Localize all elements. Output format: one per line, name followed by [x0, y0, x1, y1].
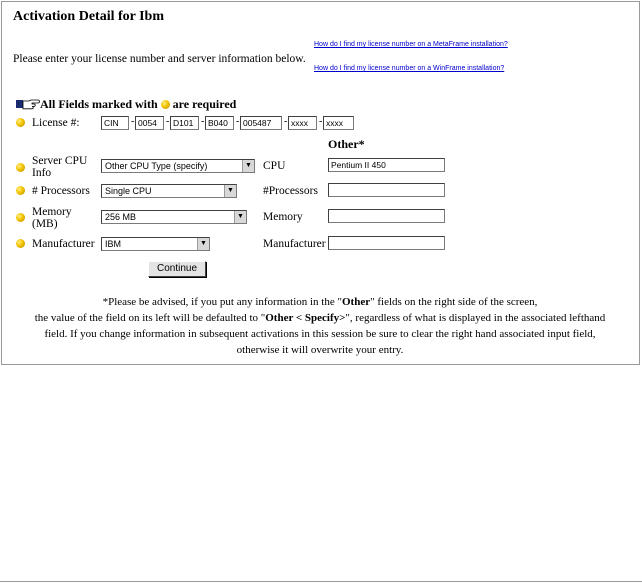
license-segment-3[interactable]: D101 — [170, 116, 199, 130]
required-dot-icon — [161, 100, 170, 109]
pointing-hand-icon — [16, 98, 40, 110]
chevron-down-icon[interactable]: ▼ — [197, 238, 209, 250]
chevron-down-icon[interactable]: ▼ — [224, 185, 236, 197]
required-suffix: are required — [172, 96, 237, 111]
note-line-4: otherwise it will overwrite your entry. — [236, 344, 404, 356]
processors-select-value: Single CPU — [105, 186, 152, 196]
winframe-help-link[interactable]: How do I find my license number on a WinFrame installation? — [314, 65, 505, 72]
note-text: *Please be advised, if you put any information in the " — [102, 296, 342, 308]
continue-button[interactable]: Continue — [148, 261, 206, 277]
advisory-note — [6, 294, 634, 358]
license-segment-1[interactable]: CIN — [101, 116, 129, 130]
cpu-select-value: Other CPU Type (specify) — [105, 161, 208, 171]
note-emphasis: Other — [342, 296, 371, 308]
memory-label — [32, 206, 72, 230]
memory-other-input[interactable] — [328, 209, 445, 223]
note-line-3: field. If you change information in subsequent activations in this session be sure to clear the right hand associated input field, — [44, 328, 596, 340]
note-line-2 — [6, 310, 634, 326]
note-text: ", regardless of what is displayed in the associated lefthand — [345, 312, 606, 324]
license-separator: - — [131, 116, 135, 127]
memory-label-line1: Memory — [32, 206, 72, 218]
processors-select[interactable] — [101, 184, 237, 198]
note-text: the value of the field on its left will be defaulted to " — [34, 312, 266, 324]
processors-label — [32, 185, 90, 197]
required-dot-icon — [16, 163, 25, 172]
required-prefix: All Fields marked with — [40, 96, 158, 111]
memory-other-label: Memory — [263, 211, 303, 223]
license-segment-4[interactable]: B040 — [205, 116, 234, 130]
metaframe-help-link[interactable]: How do I find my license number on a MetaFrame installation? — [314, 41, 508, 48]
manufacturer-other-label: Manufacturer — [263, 238, 326, 250]
intro-text: Please enter your license number and server information below. — [13, 53, 306, 65]
page-title: Activation Detail for Ibm — [13, 9, 164, 24]
manufacturer-other-input[interactable] — [328, 236, 445, 250]
license-label-text: License #: — [32, 117, 80, 129]
license-separator: - — [284, 116, 288, 127]
required-dot-icon — [16, 239, 25, 248]
license-label — [32, 117, 80, 129]
license-segment-5[interactable]: 005487 — [240, 116, 282, 130]
required-notice — [16, 96, 236, 112]
required-dot-icon — [16, 118, 25, 127]
manufacturer-select[interactable] — [101, 237, 210, 251]
note-line-1 — [6, 294, 634, 310]
memory-select[interactable] — [101, 210, 247, 224]
required-dot-icon — [16, 213, 25, 222]
manufacturer-label-text: Manufacturer — [32, 238, 95, 250]
bottom-divider — [0, 581, 642, 582]
cpu-label-line2: Info — [32, 167, 52, 179]
required-dot-icon — [16, 186, 25, 195]
manufacturer-label — [32, 238, 95, 250]
memory-select-value: 256 MB — [105, 212, 137, 222]
note-emphasis: Other < Specify> — [265, 312, 346, 324]
license-segment-2[interactable]: 0054 — [135, 116, 164, 130]
license-separator: - — [236, 116, 240, 127]
processors-label-text: # Processors — [32, 185, 90, 197]
memory-label-line2: (MB) — [32, 218, 58, 230]
processors-other-input[interactable] — [328, 183, 445, 197]
processors-other-label: #Processors — [263, 185, 318, 197]
cpu-label — [32, 155, 87, 179]
manufacturer-select-value: IBM — [105, 239, 122, 249]
license-separator: - — [319, 116, 323, 127]
chevron-down-icon[interactable]: ▼ — [234, 211, 246, 223]
license-segment-7[interactable]: xxxx — [323, 116, 354, 130]
cpu-other-input[interactable]: Pentium II 450 — [328, 158, 445, 172]
note-text: " fields on the right side of the screen, — [370, 296, 538, 308]
license-segment-6[interactable]: xxxx — [288, 116, 317, 130]
license-separator: - — [201, 116, 205, 127]
other-column-header: Other* — [328, 137, 365, 151]
cpu-other-label: CPU — [263, 160, 286, 172]
chevron-down-icon[interactable]: ▼ — [242, 160, 254, 172]
cpu-select[interactable] — [101, 159, 255, 173]
license-separator: - — [166, 116, 170, 127]
cpu-label-line1: Server CPU — [32, 155, 88, 167]
